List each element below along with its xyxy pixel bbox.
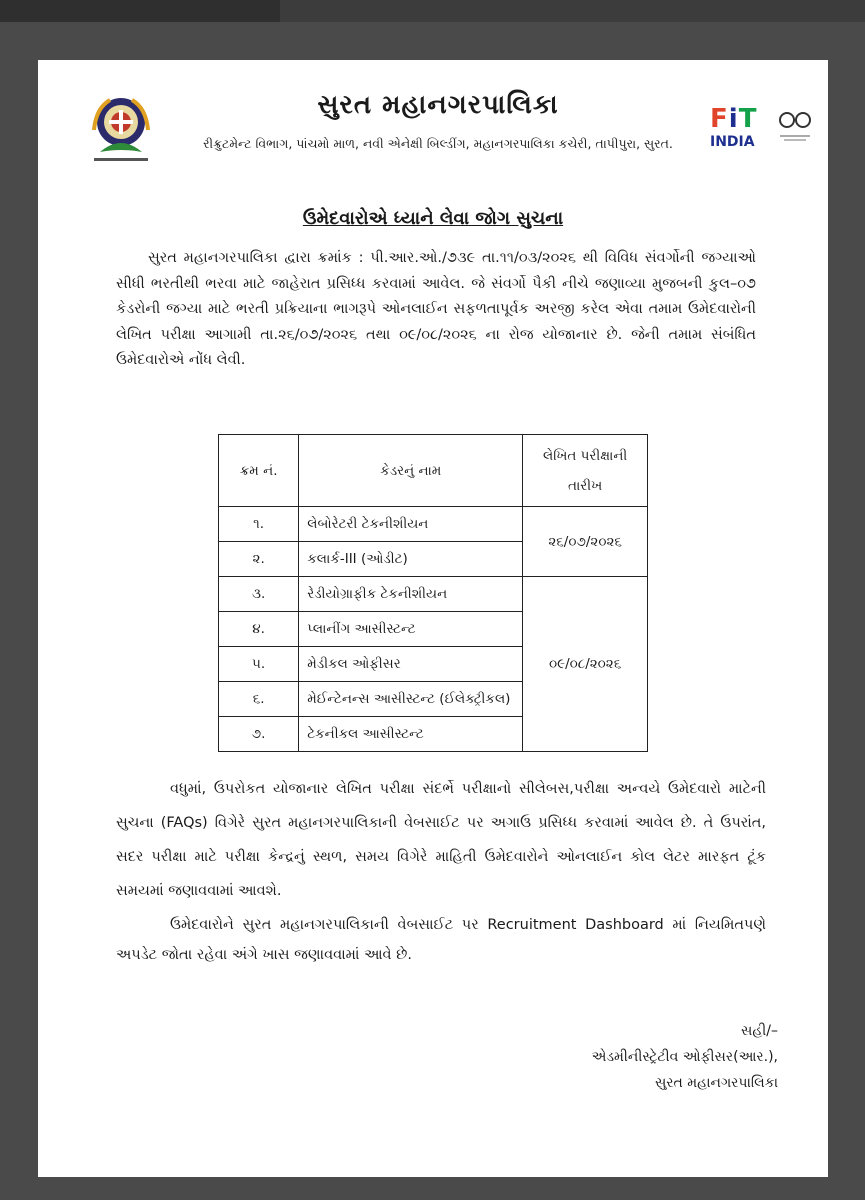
row-no: ૪. (219, 612, 299, 647)
top-tab (0, 0, 280, 22)
notice-title: ઉમેદવારોએ ધ્યાને લેવા જોગ સુચના (302, 208, 564, 229)
row-no: ૩. (219, 577, 299, 612)
fit-text: FiT (710, 104, 758, 134)
row-cadre: પ્લાનીંગ આસીસ્ટન્ટ (299, 612, 523, 647)
header-exam-date (523, 435, 648, 507)
row-cadre: લેબોરેટરી ટેકનીશીયન (299, 507, 523, 542)
signature-line1: સહી/– (740, 1023, 778, 1039)
table-header-row (219, 435, 648, 507)
signature-line2: એડમીનીસ્ટ્રેટીવ ઓફીસર(આર.), (591, 1049, 778, 1065)
notice-page (38, 60, 828, 1177)
header-address: રીક્રુટમેન્ટ વિભાગ, પાંચમો માળ, નવી એનેક્ષી બિલ્ડીંગ, મહાનગરપાલિકા કચેરી, તાપીપુરા, સુરત. (203, 136, 673, 151)
row-cadre: ટેકનીકલ આસીસ્ટન્ટ (299, 717, 523, 752)
signature-line3: સુરત મહાનગરપાલિકા (654, 1075, 778, 1091)
dashboard-paragraph: ઉમેદવારોને સુરત મહાનગરપાલિકાની વેબસાઈટ પર Recruitment Dashboard માં નિયમિતપણે અપડેટ જોતા રહેવા અંગે ખાસ જણાવવામાં આવે છે. (116, 917, 766, 963)
header-cadre-name: કેડરનું નામ (299, 435, 523, 507)
signature-block (518, 1018, 778, 1096)
row-no: ૨. (219, 542, 299, 577)
header-exam-date-line2: તારીખ (568, 477, 603, 494)
exam-date-group-2: ૦૯/૦૮/૨૦૨૬ (523, 577, 648, 752)
row-cadre: મેઈન્ટેનન્સ આસીસ્ટન્ટ (ઈલેક્ટ્રીકલ) (299, 682, 523, 717)
header-title: સુરત મહાનગરપાલિકા (317, 90, 559, 120)
smc-emblem-logo (86, 90, 156, 168)
cadre-exam-table (218, 434, 648, 752)
row-cadre: કલાર્ક-III (ઓડીટ) (299, 542, 523, 577)
gandhi-glasses-icon (778, 106, 812, 146)
fit-india-text: INDIA (710, 134, 755, 150)
exam-date-group-1: ૨૬/૦૭/૨૦૨૬ (523, 507, 648, 577)
intro-paragraph: સુરત મહાનગરપાલિકા દ્વારા ક્રમાંક : પી.આર.ઓ./૭૩૯ તા.૧૧/૦૩/૨૦૨૬ થી વિવિધ સંવર્ગોની જગ્યાઓ સીધી ભરતીથી ભરવા માટે જાહેરાત પ્રસિધ્ધ કરવામાં આવેલ. જે સંવર્ગો પૈકી નીચે જણાવ્યા મુજબની કુલ–૦૭ કેડરોની જગ્યા માટે ભરતી પ્રક્રિયાના ભાગરૂપે ઓનલાઈન સફળતાપૂર્વક અરજી કરેલ એવા તમામ ઉમેદવારોની લેખિત પરીક્ષા આગામી તા.૨૬/૦૭/૨૦૨૬ તથા ૦૯/૦૮/૨૦૨૬ ના રોજ યોજાનાર છે. જેની તમામ સંબંધિત ઉમેદવારોએ નોંધ લેવી. (116, 250, 756, 368)
row-no: ૫. (219, 647, 299, 682)
top-band (0, 0, 865, 22)
row-no: ૭. (219, 717, 299, 752)
row-cadre: રેડીયોગ્રાફીક ટેકનીશીયન (299, 577, 523, 612)
fit-india-logo (710, 100, 810, 154)
table-row (219, 507, 648, 542)
row-cadre: મેડીકલ ઓફીસર (299, 647, 523, 682)
header-serial-no: ક્રમ નં. (219, 435, 299, 507)
table-row (219, 577, 648, 612)
row-no: ૬. (219, 682, 299, 717)
header-exam-date-line1: લેખિત પરીક્ષાની (543, 447, 628, 464)
syllabus-paragraph: વધુમાં, ઉપરોકત યોજાનાર લેખિત પરીક્ષા સંદર્ભે પરીક્ષાનો સીલેબસ,પરીક્ષા અન્વયે ઉમેદવારો માટેની સુચના (FAQs) વિગેરે સુરત મહાનગરપાલિકાની વેબસાઈટ પર અગાઉ પ્રસિધ્ધ કરવામાં આવેલ છે. તે ઉપરાંત, સદર પરીક્ષા માટે પરીક્ષા કેન્દ્રનું સ્થળ, સમય વિગેરે માહિતી ઉમેદવારોને ઓનલાઈન કોલ લેટર મારફત ટૂંક સમયમાં જણાવવામાં આવશે. (116, 781, 766, 899)
row-no: ૧. (219, 507, 299, 542)
